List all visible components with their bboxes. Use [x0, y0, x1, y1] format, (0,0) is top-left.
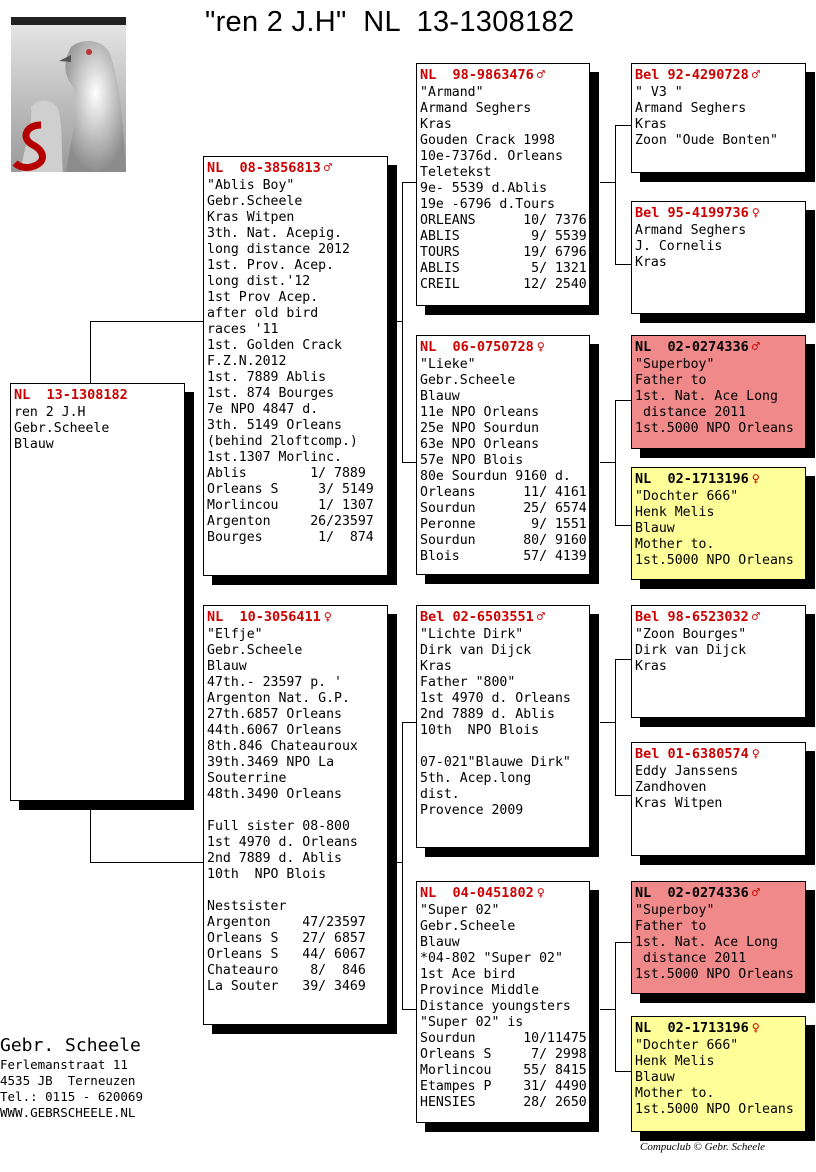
pedigree-line: Argenton Nat. G.P.	[207, 691, 350, 706]
pedigree-line: Kras	[420, 117, 452, 132]
pedigree-line: Orleans S 7/ 2998	[420, 1047, 587, 1062]
pedigree-line: Nestsister	[207, 899, 287, 914]
dam-dam-sire-card	[631, 881, 806, 994]
male-symbol-icon: ♂	[751, 609, 760, 625]
connector-line	[615, 400, 631, 401]
pedigree-title: "ren 2 J.H" NL 13-1308182	[205, 6, 575, 38]
connector-line	[600, 462, 615, 463]
ring-number	[635, 204, 805, 223]
ring-number-text: NL 13-1308182	[14, 387, 128, 403]
connector-line	[402, 722, 416, 723]
pedigree-line: 11e NPO Orleans	[420, 405, 540, 420]
pedigree-line: 1st Ace bird	[420, 967, 516, 982]
pedigree-line: Etampes P 31/ 4490	[420, 1079, 587, 1094]
dam-card	[203, 605, 388, 1025]
pedigree-line: 10e-7376d. Orleans	[420, 149, 563, 164]
pedigree-line: Armand Seghers	[635, 223, 747, 238]
pedigree-line: Gebr.Scheele	[420, 373, 516, 388]
pedigree-line: Morlincou 55/ 8415	[420, 1063, 587, 1078]
pedigree-line: Gebr.Scheele	[14, 421, 110, 436]
pedigree-line: 8th.846 Chateauroux	[207, 739, 358, 754]
connector-line	[402, 462, 416, 463]
connector-line	[615, 659, 616, 796]
pedigree-line: 1st. Golden Crack	[207, 338, 342, 353]
pedigree-line: " V3 "	[635, 85, 683, 100]
dam-sire-dam-card	[631, 742, 806, 856]
connector-line	[402, 182, 416, 183]
pedigree-line: Teletekst	[420, 165, 492, 180]
pedigree-line: "Zoon Bourges"	[635, 627, 747, 642]
connector-line	[402, 1009, 416, 1010]
pedigree-line: "Armand"	[420, 85, 484, 100]
pedigree-line: 27th.6857 Orleans	[207, 707, 342, 722]
pedigree-line: Provence 2009	[420, 803, 524, 818]
male-symbol-icon: ♂	[751, 339, 760, 355]
pedigree-line: Kras	[635, 659, 667, 674]
ring-number	[207, 159, 387, 178]
pedigree-line: ABLIS 9/ 5539	[420, 229, 587, 244]
ring-number	[420, 338, 589, 357]
pedigree-line: Armand Seghers	[420, 101, 532, 116]
ring-number	[420, 66, 589, 85]
logo-image	[11, 17, 126, 172]
connector-line	[615, 525, 631, 526]
ring-number-text: NL 02-0274336	[635, 885, 749, 901]
connector-line	[615, 125, 616, 265]
pedigree-line: Bourges 1/ 874	[207, 530, 374, 545]
ring-number	[635, 608, 805, 627]
pedigree-line: Gebr.Scheele	[420, 919, 516, 934]
pedigree-line: 57e NPO Blois	[420, 453, 524, 468]
pedigree-line: (behind 2loftcomp.)	[207, 434, 358, 449]
pedigree-line: ren 2 J.H	[14, 405, 86, 420]
pedigree-line: Kras	[635, 255, 667, 270]
pedigree-line: 2nd 7889 d. Ablis	[420, 707, 555, 722]
pedigree-line: Argenton 26/23597	[207, 514, 374, 529]
pedigree-line: 39th.3469 NPO La	[207, 755, 335, 770]
male-symbol-icon: ♂	[323, 160, 332, 176]
pedigree-line: Chateauro 8/ 846	[207, 963, 366, 978]
ring-number-text: Bel 98-6523032	[635, 609, 749, 625]
connector-line	[402, 722, 403, 1010]
pedigree-line: Blauw	[635, 521, 675, 536]
pedigree-line: "Lichte Dirk"	[420, 627, 524, 642]
ring-number-text: NL 10-3056411	[207, 609, 321, 625]
pedigree-line	[207, 883, 387, 899]
pedigree-line: "Superboy"	[635, 357, 715, 372]
pedigree-line: Gebr.Scheele	[207, 194, 303, 209]
pedigree-line: TOURS 19/ 6796	[420, 245, 587, 260]
pedigree-line: Eddy Janssens	[635, 764, 739, 779]
pedigree-line: "Elfje"	[207, 627, 263, 642]
pedigree-line: Argenton 47/23597	[207, 915, 366, 930]
sire-sire-dam-card	[631, 201, 806, 314]
pedigree-line: Distance youngsters	[420, 999, 571, 1014]
pedigree-line: Mother to.	[635, 537, 715, 552]
pedigree-line	[207, 803, 387, 819]
pedigree-line: Souterrine	[207, 771, 287, 786]
pedigree-line: Morlincou 1/ 1307	[207, 498, 374, 513]
pedigree-line: 1st 4970 d. Orleans	[420, 691, 571, 706]
female-symbol-icon: ♀	[751, 471, 760, 487]
female-symbol-icon: ♀	[751, 1020, 760, 1036]
pedigree-line: after old bird	[207, 306, 319, 321]
male-symbol-icon: ♂	[751, 885, 760, 901]
dam-dam-dam-card	[631, 1016, 806, 1132]
connector-line	[90, 321, 203, 322]
sire-dam-card	[416, 335, 590, 575]
pedigree-line: Armand Seghers	[635, 101, 747, 116]
ring-number	[635, 338, 805, 357]
ring-number-text: NL 02-0274336	[635, 339, 749, 355]
ring-number	[635, 470, 805, 489]
pedigree-line: Orleans 11/ 4161	[420, 485, 587, 500]
female-symbol-icon: ♀	[536, 339, 545, 355]
pedigree-line: 80e Sourdun 9160 d.	[420, 469, 571, 484]
pedigree-line: Ablis 1/ 7889	[207, 466, 366, 481]
connector-line	[600, 182, 615, 183]
pedigree-line: ORLEANS 10/ 7376	[420, 213, 587, 228]
pedigree-line: 07-021"Blauwe Dirk"	[420, 755, 571, 770]
pedigree-line: HENSIES 28/ 2650	[420, 1095, 587, 1110]
pedigree-line: ABLIS 5/ 1321	[420, 261, 587, 276]
connector-line	[600, 722, 615, 723]
subject-pigeon-card	[10, 383, 185, 801]
pedigree-line: Blauw	[420, 935, 460, 950]
pedigree-line: 25e NPO Sourdun	[420, 421, 540, 436]
pedigree-line: 1st.5000 NPO Orleans	[635, 967, 794, 982]
pedigree-line: "Dochter 666"	[635, 489, 739, 504]
pedigree-line: distance 2011	[635, 405, 747, 420]
pedigree-line: Zandhoven	[635, 780, 707, 795]
pedigree-line: Gouden Crack 1998	[420, 133, 555, 148]
pedigree-line: 5th. Acep.long	[420, 771, 532, 786]
pedigree-line: "Superboy"	[635, 903, 715, 918]
connector-line	[615, 795, 631, 796]
pedigree-line: La Souter 39/ 3469	[207, 979, 366, 994]
pedigree-line: 1st. Nat. Ace Long	[635, 389, 778, 404]
pedigree-line: Sourdun 25/ 6574	[420, 501, 587, 516]
ring-number	[14, 386, 184, 405]
ring-number-text: NL 08-3856813	[207, 160, 321, 176]
pedigree-line: 1st.1307 Morlinc.	[207, 450, 342, 465]
sire-dam-sire-card	[631, 335, 806, 449]
address-line: Ferlemanstraat 11	[0, 1057, 128, 1072]
pedigree-line: Blauw	[207, 659, 247, 674]
pedigree-line: Peronne 9/ 1551	[420, 517, 587, 532]
connector-line	[615, 1071, 631, 1072]
pedigree-line: long distance 2012	[207, 242, 350, 257]
pedigree-line	[420, 739, 589, 755]
ring-number-text: NL 02-1713196	[635, 471, 749, 487]
breeder-address	[0, 1035, 143, 1121]
pedigree-line: 7e NPO 4847 d.	[207, 402, 319, 417]
pedigree-line: "Super 02"	[420, 903, 500, 918]
pedigree-line: Gebr.Scheele	[207, 643, 303, 658]
ring-number-text: NL 98-9863476	[420, 67, 534, 83]
pedigree-line: Zoon "Oude Bonten"	[635, 133, 778, 148]
connector-line	[402, 182, 403, 463]
dam-sire-card	[416, 605, 590, 848]
dam-dam-card	[416, 881, 590, 1123]
address-line: 4535 JB Terneuzen	[0, 1073, 136, 1088]
ring-number	[635, 1019, 805, 1038]
pedigree-line: "Ablis Boy"	[207, 178, 295, 193]
connector-line	[615, 942, 616, 1072]
pedigree-line: 63e NPO Orleans	[420, 437, 540, 452]
pedigree-line: 1st. Prov. Acep.	[207, 258, 335, 273]
pedigree-line: 10th NPO Blois	[207, 867, 327, 882]
pedigree-line: Kras	[420, 659, 452, 674]
pedigree-line: 3th. 5149 Orleans	[207, 418, 342, 433]
pedigree-line: J. Cornelis	[635, 239, 723, 254]
pedigree-line: Henk Melis	[635, 1054, 715, 1069]
pedigree-line: Blauw	[635, 1070, 675, 1085]
ring-number-text: Bel 92-4290728	[635, 67, 749, 83]
pedigree-line: distance 2011	[635, 951, 747, 966]
pedigree-line: F.Z.N.2012	[207, 354, 287, 369]
pedigree-line: Dirk van Dijck	[635, 643, 747, 658]
pedigree-line: Kras Witpen	[635, 796, 723, 811]
pedigree-line: "Super 02" is	[420, 1015, 524, 1030]
pedigree-line: Sourdun 10/11475	[420, 1031, 587, 1046]
breeder-name: Gebr. Scheele	[0, 1035, 141, 1056]
ring-number-text: Bel 01-6380574	[635, 746, 749, 762]
pedigree-line: 44th.6067 Orleans	[207, 723, 342, 738]
female-symbol-icon: ♀	[323, 609, 332, 625]
pedigree-line: Blois 57/ 4139	[420, 549, 587, 564]
pedigree-line: 9e- 5539 d.Ablis	[420, 181, 548, 196]
connector-line	[387, 862, 402, 863]
connector-line	[615, 400, 616, 526]
female-symbol-icon: ♀	[751, 746, 760, 762]
footer-credit: Compuclub © Gebr. Scheele	[640, 1141, 766, 1153]
ring-number-text: Bel 95-4199736	[635, 205, 749, 221]
ring-number-text: NL 02-1713196	[635, 1020, 749, 1036]
pedigree-line: "Dochter 666"	[635, 1038, 739, 1053]
pedigree-line: 1st. Nat. Ace Long	[635, 935, 778, 950]
pedigree-line: Kras Witpen	[207, 210, 295, 225]
pedigree-line: Henk Melis	[635, 505, 715, 520]
pedigree-line: Mother to.	[635, 1086, 715, 1101]
sire-dam-dam-card	[631, 467, 806, 580]
pedigree-line: 1st.5000 NPO Orleans	[635, 421, 794, 436]
pedigree-line: 48th.3490 Orleans	[207, 787, 342, 802]
male-symbol-icon: ♂	[536, 67, 545, 83]
connector-line	[615, 942, 631, 943]
pedigree-line: 47th.- 23597 p. '	[207, 675, 342, 690]
phone-line: Tel.: 0115 - 620069	[0, 1089, 143, 1104]
pedigree-line: Dirk van Dijck	[420, 643, 532, 658]
pedigree-line: Full sister 08-800	[207, 819, 350, 834]
pedigree-line: Blauw	[14, 437, 54, 452]
connector-line	[600, 1009, 615, 1010]
pedigree-line: Province Middle	[420, 983, 540, 998]
pedigree-line: dist.	[420, 787, 460, 802]
male-symbol-icon: ♂	[536, 609, 545, 625]
ring-number	[635, 884, 805, 903]
pedigree-line: 1st. 7889 Ablis	[207, 370, 327, 385]
pedigree-line: 1st Prov Acep.	[207, 290, 319, 305]
ring-number	[207, 608, 387, 627]
pedigree-line: Blauw	[420, 389, 460, 404]
pedigree-line: 1st.5000 NPO Orleans	[635, 553, 794, 568]
pedigree-line: Father "800"	[420, 675, 516, 690]
pedigree-line: *04-802 "Super 02"	[420, 951, 563, 966]
pedigree-line: 2nd 7889 d. Ablis	[207, 851, 342, 866]
connector-line	[615, 264, 631, 265]
ring-number	[635, 745, 805, 764]
ring-number	[420, 884, 589, 903]
pedigree-line: "Lieke"	[420, 357, 476, 372]
pedigree-line: races '11	[207, 322, 279, 337]
pedigree-line: Father to	[635, 373, 707, 388]
connector-line	[615, 659, 631, 660]
male-symbol-icon: ♂	[751, 67, 760, 83]
ring-number	[420, 608, 589, 627]
female-symbol-icon: ♀	[751, 205, 760, 221]
pedigree-line: Kras	[635, 117, 667, 132]
pedigree-line: Orleans S 3/ 5149	[207, 482, 374, 497]
connector-line	[615, 125, 631, 126]
connector-line	[90, 801, 91, 863]
sire-card	[203, 156, 388, 576]
ring-number-text: NL 04-0451802	[420, 885, 534, 901]
pedigree-line: long dist.'12	[207, 274, 311, 289]
connector-line	[90, 862, 203, 863]
pedigree-line: 1st.5000 NPO Orleans	[635, 1102, 794, 1117]
pedigree-line: Orleans S 27/ 6857	[207, 931, 366, 946]
sire-sire-card	[416, 63, 590, 306]
pedigree-line: 1st 4970 d. Orleans	[207, 835, 358, 850]
ring-number-text: Bel 02-6503551	[420, 609, 534, 625]
pedigree-line: 10th NPO Blois	[420, 723, 540, 738]
female-symbol-icon: ♀	[536, 885, 545, 901]
pedigree-line: 1st. 874 Bourges	[207, 386, 335, 401]
ring-number	[635, 66, 805, 85]
pedigree-line: 19e -6796 d.Tours	[420, 197, 555, 212]
pedigree-line: CREIL 12/ 2540	[420, 277, 587, 292]
connector-line	[387, 321, 402, 322]
pedigree-line: Orleans S 44/ 6067	[207, 947, 366, 962]
ring-number-text: NL 06-0750728	[420, 339, 534, 355]
pedigree-line: Father to	[635, 919, 707, 934]
website-line: WWW.GEBRSCHEELE.NL	[0, 1105, 136, 1120]
dam-sire-sire-card	[631, 605, 806, 718]
connector-line	[90, 321, 91, 384]
sire-sire-sire-card	[631, 63, 806, 173]
pedigree-line: 3th. Nat. Acepig.	[207, 226, 342, 241]
pedigree-line: Sourdun 80/ 9160	[420, 533, 587, 548]
